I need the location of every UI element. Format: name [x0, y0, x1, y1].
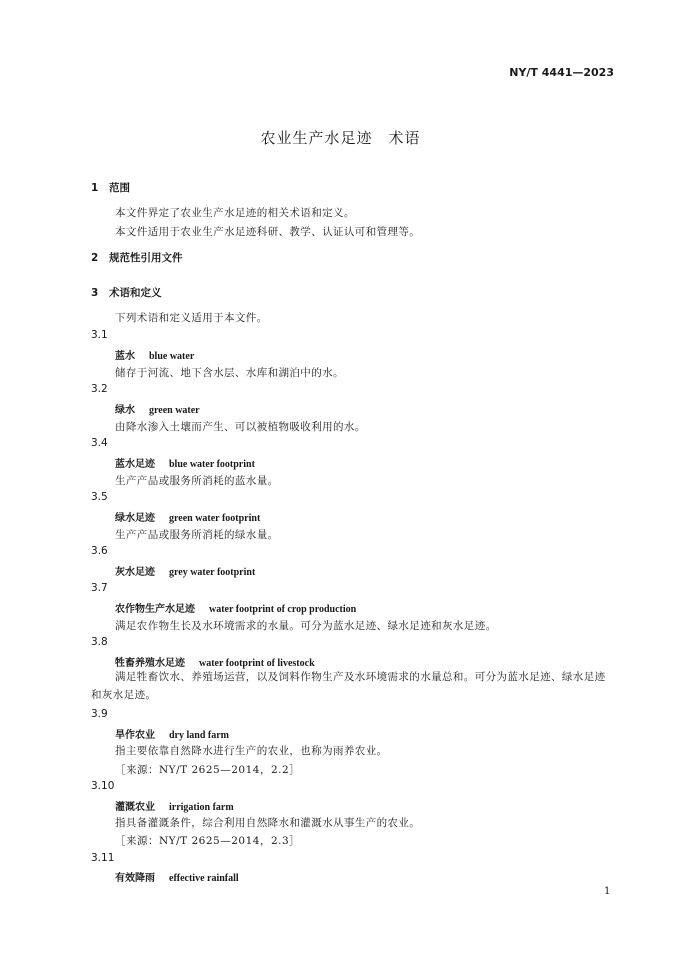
term-en: water footprint of livestock	[199, 658, 315, 669]
section-heading-scope	[91, 180, 130, 195]
term-zh: 蓝水足迹	[115, 459, 155, 470]
term-en: green water footprint	[169, 513, 261, 524]
term-en: effective rainfall	[169, 873, 239, 884]
term-definition: 满足农作物生长及水环境需求的水量。可分为蓝水足迹、绿水足迹和灰水足迹。	[115, 620, 497, 632]
page-number: 1	[604, 886, 611, 897]
term-zh: 农作物生产水足迹	[115, 604, 195, 615]
term-definition: 满足牲畜饮水、养殖场运营，以及饲料作物生产及水环境需求的水量总和。可分为蓝水足迹、绿水足迹和灰水足迹。	[91, 671, 606, 701]
term-source: ［来源：NY/T 2625—2014，2.2］	[115, 764, 301, 776]
term-number: 3.5	[91, 491, 108, 503]
term-definition: 指具备灌溉条件，综合利用自然降水和灌溉水从事生产的农业。	[115, 817, 421, 829]
term-zh: 有效降雨	[115, 873, 155, 884]
term-en: blue water	[149, 351, 195, 362]
section-number: 2	[91, 252, 99, 264]
term-zh: 灰水足迹	[115, 567, 155, 578]
term-definition: 储存于河流、地下含水层、水库和湖泊中的水。	[115, 367, 344, 379]
section-number: 1	[91, 182, 99, 194]
term-entry	[115, 455, 255, 470]
scope-paragraph: 本文件界定了农业生产水足迹的相关术语和定义。	[115, 207, 355, 219]
term-zh: 蓝水	[115, 351, 135, 362]
term-zh: 绿水	[115, 405, 135, 416]
term-en: blue water footprint	[169, 459, 255, 470]
term-number: 3.10	[91, 780, 115, 792]
term-en: water footprint of crop production	[209, 604, 357, 615]
term-number: 3.7	[91, 582, 108, 594]
term-entry	[115, 401, 200, 416]
section-title: 术语和定义	[109, 287, 162, 299]
term-definition: 由降水渗入土壤而产生、可以被植物吸收利用的水。	[115, 421, 366, 433]
term-number: 3.9	[91, 708, 108, 720]
section-title: 规范性引用文件	[109, 252, 183, 264]
term-en: grey water footprint	[169, 567, 256, 578]
term-definition: 指主要依靠自然降水进行生产的农业，也称为雨养农业。	[115, 745, 388, 757]
term-definition: 生产产品或服务所消耗的绿水量。	[115, 529, 279, 541]
term-entry	[115, 600, 356, 615]
term-zh: 绿水足迹	[115, 513, 155, 524]
term-number: 3.6	[91, 545, 108, 557]
term-number: 3.2	[91, 383, 108, 395]
scope-paragraph: 本文件适用于农业生产水足迹科研、教学、认证认可和管理等。	[115, 226, 421, 238]
term-zh: 牲畜养殖水足迹	[115, 658, 185, 669]
term-number: 3.4	[91, 437, 108, 449]
section-title: 范围	[109, 182, 130, 194]
term-entry	[115, 798, 234, 813]
term-en: green water	[149, 405, 200, 416]
section-heading-terms	[91, 285, 162, 300]
term-source: ［来源：NY/T 2625—2014，2.3］	[115, 835, 301, 847]
term-entry	[115, 509, 260, 524]
standard-code: NY/T 4441—2023	[509, 66, 614, 79]
term-en: irrigation farm	[169, 802, 234, 813]
section-heading-normative-references	[91, 250, 183, 265]
term-en: dry land farm	[169, 730, 229, 741]
document-title: 农业生产水足迹 术语	[260, 129, 421, 147]
section-number: 3	[91, 287, 99, 299]
terms-intro: 下列术语和定义适用于本文件。	[115, 312, 268, 324]
term-zh: 旱作农业	[115, 730, 155, 741]
term-entry	[115, 563, 255, 578]
term-number: 3.8	[91, 636, 108, 648]
term-entry	[115, 726, 229, 741]
term-definition: 生产产品或服务所消耗的蓝水量。	[115, 475, 279, 487]
term-entry	[115, 654, 315, 669]
term-entry	[115, 347, 194, 362]
term-number: 3.1	[91, 329, 108, 341]
term-zh: 灌溉农业	[115, 802, 155, 813]
term-entry	[115, 869, 239, 884]
term-number: 3.11	[91, 852, 115, 864]
